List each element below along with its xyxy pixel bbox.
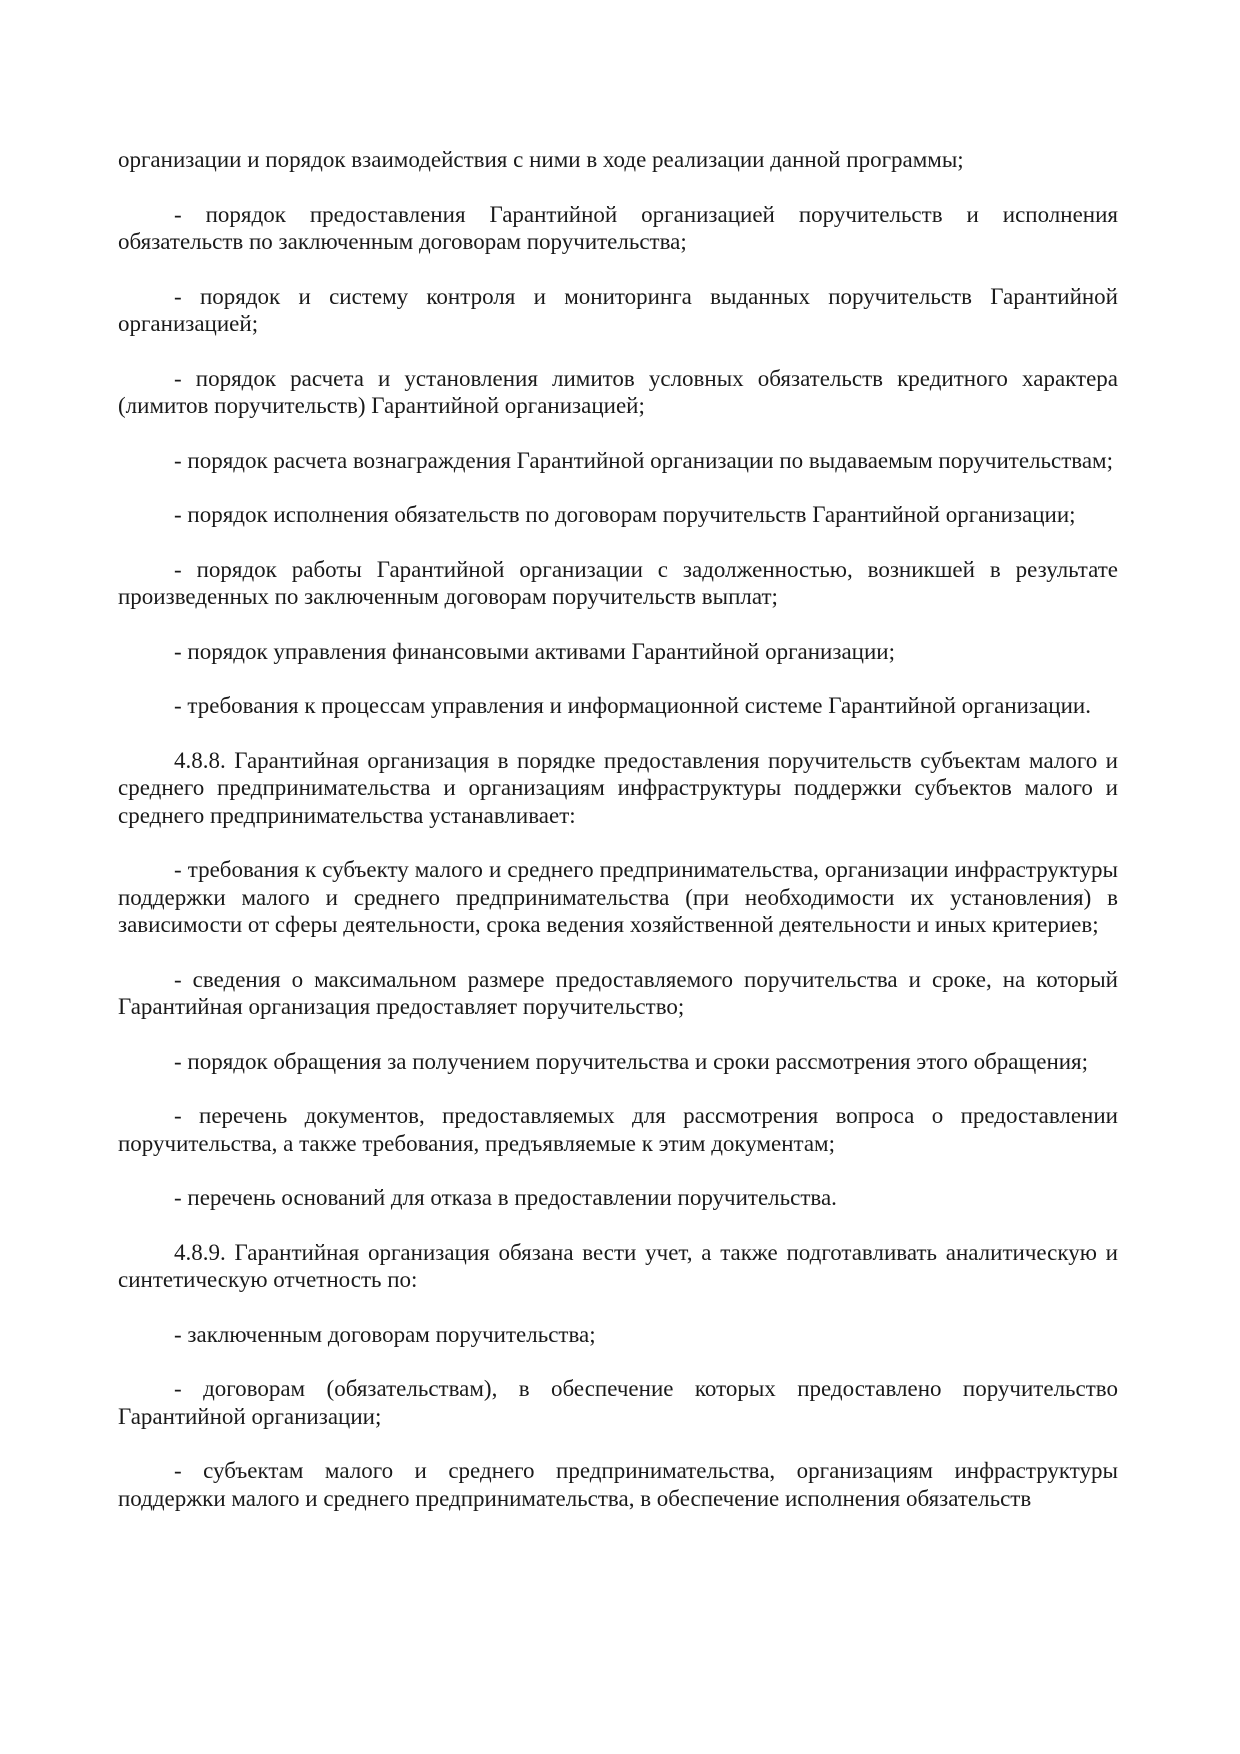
list-item: - порядок предоставления Гарантийной организацией поручительств и исполнения обязательств по заключенным договорам поручительства; [118, 201, 1118, 254]
list-item: - порядок и систему контроля и мониторинга выданных поручительств Гарантийной организацией; [118, 283, 1118, 336]
list-item: - порядок исполнения обязательств по договорам поручительств Гарантийной организации; [174, 502, 1076, 527]
paragraph-continuation: организации и порядок взаимодействия с ними в ходе реализации данной программы; [118, 147, 964, 172]
list-item: - требования к процессам управления и информационной системе Гарантийной организации. [174, 693, 1091, 718]
list-item: - сведения о максимальном размере предоставляемого поручительства и сроке, на который Гарантийная организация предоставляет поручительство; [118, 966, 1118, 1019]
list-item: - договорам (обязательствам), в обеспечение которых предоставлено поручительство Гарантийной организации; [118, 1376, 1118, 1429]
list-item: - порядок расчета и установления лимитов условных обязательств кредитного характера (лимитов поручительств) Гарантийной организацией; [118, 365, 1118, 418]
list-item: - требования к субъекту малого и среднего предпринимательства, организации инфраструктуры поддержки малого и среднего предпринимательства (при необходимости их установления) в зависимости от сферы деятельности, срока ведения хозяйственной деятельности и иных критериев; [118, 857, 1118, 937]
list-item: - перечень оснований для отказа в предоставлении поручительства. [174, 1185, 837, 1210]
section-paragraph-4-8-9: 4.8.9. Гарантийная организация обязана вести учет, а также подготавливать аналитическую и синтетическую отчетность по: [118, 1239, 1118, 1292]
list-item: - порядок обращения за получением поручительства и сроки рассмотрения этого обращения; [174, 1048, 1089, 1074]
list-item: - перечень документов, предоставляемых для рассмотрения вопроса о предоставлении поручительства, а также требования, предъявляемые к этим документам; [118, 1103, 1118, 1156]
list-item: - субъектам малого и среднего предпринимательства, организациям инфраструктуры поддержки малого и среднего предпринимательства, в обеспечение исполнения обязательств [118, 1458, 1118, 1511]
list-item: - порядок расчета вознаграждения Гарантийной организации по выдаваемым поручительствам; [174, 447, 1114, 473]
section-paragraph-4-8-8: 4.8.8. Гарантийная организация в порядке предоставления поручительств субъектам малого и среднего предпринимательства и организациям инфраструктуры поддержки субъектов малого и среднего предпринимательства устанавливает: [118, 747, 1118, 828]
list-item: - заключенным договорам поручительства; [174, 1321, 596, 1347]
list-item: - порядок работы Гарантийной организации с задолженностью, возникшей в результате произведенных по заключенным договорам поручительств выплат; [118, 556, 1118, 609]
list-item: - порядок управления финансовыми активами Гарантийной организации; [174, 638, 895, 664]
document-page [118, 146, 1118, 1539]
